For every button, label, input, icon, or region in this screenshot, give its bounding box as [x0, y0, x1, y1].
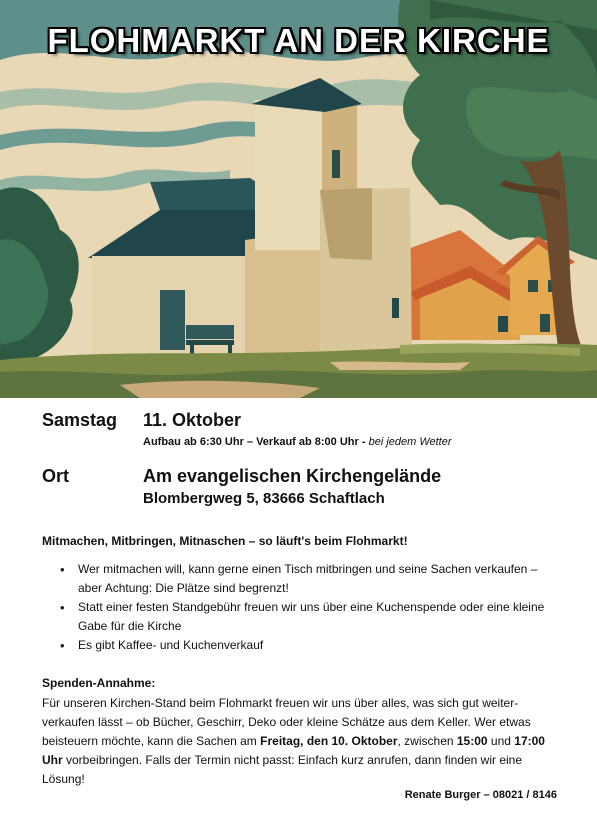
dropoff-date: Freitag, den 10. Oktober — [260, 734, 398, 748]
donation-heading: Spenden-Annahme: — [42, 676, 156, 690]
dropoff-start-time: 15:00 — [456, 734, 488, 748]
donation-text-2: , zwischen — [397, 734, 457, 748]
donation-text-4: vorbeibringen. Falls der Termin nicht passt: Einfach kurz anrufen, dann finden wir eine Lösung! — [42, 753, 523, 786]
weather-note: bei jedem Wetter — [368, 436, 452, 448]
dropoff-end-time: 17:00 Uhr — [42, 734, 545, 767]
date-label: Samstag — [42, 410, 118, 430]
lead-heading: Mitmachen, Mitbringen, Mitnaschen – so läuft's beim Flohmarkt! — [42, 534, 408, 548]
list-item: • Wer mitmachen will, kann gerne einen Tisch mitbringen und seine Sachen verkaufen – aber Achtung: Die Plätze sind begrenzt! — [42, 560, 562, 598]
list-item: • Es gibt Kaffee- und Kuchenverkauf — [42, 636, 562, 655]
donation-text-1: Für unseren Kirchen-Stand beim Flohmarkt freuen wir uns über alles, was sich gut weiter-verkaufen lässt – ob Bücher, Geschirr, Deko oder kleine Schätze aus dem Keller. Wer etwas beisteuern möchte, kann die Sachen am — [42, 696, 531, 748]
donation-paragraph — [42, 694, 562, 789]
list-item: • Statt einer festen Standgebühr freuen wir uns über eine Kuchenspende oder eine kleine Gabe für die Kirche — [42, 598, 562, 636]
poster-title: FLOHMARKT AN DER KIRCHE — [47, 22, 550, 59]
event-place: Am evangelischen Kirchengelände — [143, 466, 442, 486]
event-times — [143, 436, 452, 448]
place-label: Ort — [42, 466, 69, 486]
times-text: Aufbau ab 6:30 Uhr – Verkauf ab 8:00 Uhr - — [143, 436, 366, 448]
event-address: Blombergweg 5, 83666 Schaftlach — [143, 490, 385, 507]
contact-line: Renate Burger – 08021 / 8146 — [404, 789, 557, 801]
event-date: 11. Oktober — [143, 410, 242, 430]
hero-illustration — [0, 0, 597, 398]
info-list — [42, 560, 562, 655]
donation-text-3: und — [487, 734, 515, 748]
